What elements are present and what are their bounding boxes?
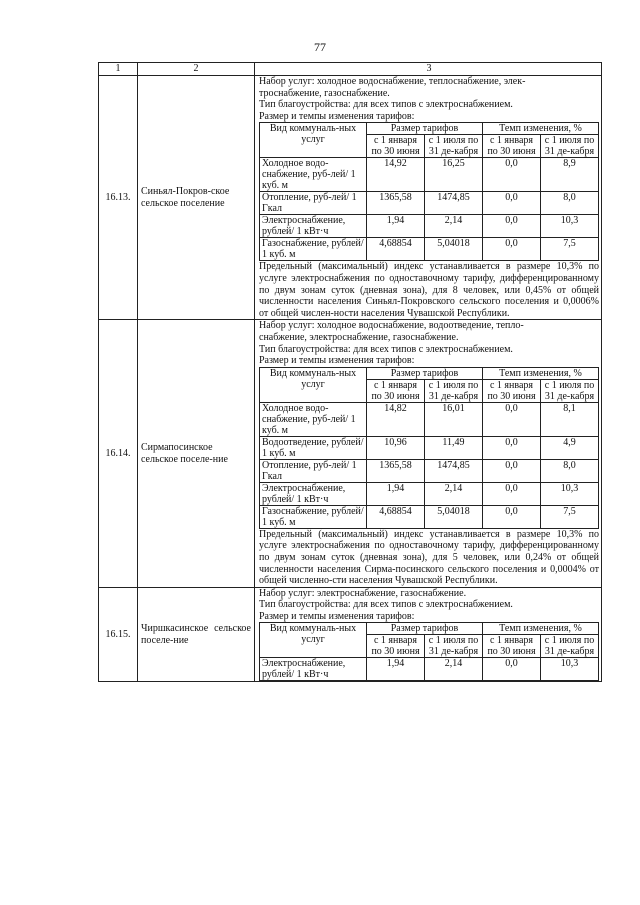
service-name: Электроснабжение, рублей/ 1 кВт·ч: [260, 215, 367, 238]
service-name: Электроснабжение, рублей/ 1 кВт·ч: [260, 482, 367, 505]
service-kind-header: Вид коммуналь-ных услуг: [260, 123, 367, 158]
tariff-h2: 1474,85: [425, 192, 483, 215]
rate-h1: 0,0: [483, 505, 541, 528]
section-content: [255, 76, 602, 320]
page-number: 77: [314, 40, 326, 54]
settlement-name: Чиршкасинское сельское поселе-ние: [138, 587, 255, 682]
period-header: с 1 января по 30 июня: [483, 379, 541, 402]
header-col-3: 3: [255, 63, 602, 76]
service-name: Водоотведение, рублей/ 1 куб. м: [260, 436, 367, 459]
tariff-row: [260, 158, 599, 192]
max-index-note: Предельный (максимальный) индекс устанавливается в размере 10,3% по услуге электроснабжения по одноставочному тарифу, дифференцированному по двум зонам суток (дневная зона), для 8 человек, или 0,45% от общей численности населения Синьял-Покровского сельского поселения и 0,0006% от общей числен-ности населения Чувашской Республики.: [259, 261, 599, 319]
services-line: Набор услуг: холодное водоснабжение, водоотведение, тепло-: [259, 320, 524, 332]
section-number: 16.13.: [99, 76, 138, 320]
period-header: с 1 июля по 31 де-кабря: [541, 635, 599, 658]
header-col-1: 1: [99, 63, 138, 76]
tariff-size-header: Размер тарифов: [367, 367, 483, 379]
rate-h1: 0,0: [483, 402, 541, 436]
tariff-row: [260, 505, 599, 528]
tariff-h1: 1365,58: [367, 192, 425, 215]
tariff-row: [260, 436, 599, 459]
period-header: с 1 июля по 31 де-кабря: [541, 135, 599, 158]
tariff-h1: 14,82: [367, 402, 425, 436]
tariff-h1: 1,94: [367, 658, 425, 681]
header-col-2: 2: [138, 63, 255, 76]
tariff-h2: 1474,85: [425, 459, 483, 482]
period-header: с 1 января по 30 июня: [367, 379, 425, 402]
service-name: Отопление, руб-лей/ 1 Гкал: [260, 192, 367, 215]
tariff-row: [260, 402, 599, 436]
section-row: [99, 320, 602, 587]
tariff-row: [260, 482, 599, 505]
period-header: с 1 января по 30 июня: [483, 135, 541, 158]
section-content: [255, 587, 602, 682]
rate-h2: 8,0: [541, 192, 599, 215]
tariff-h2: 16,01: [425, 402, 483, 436]
rate-h2: 8,9: [541, 158, 599, 192]
rate-h1: 0,0: [483, 658, 541, 681]
rate-h2: 4,9: [541, 436, 599, 459]
section-number: 16.14.: [99, 320, 138, 587]
rate-h2: 10,3: [541, 482, 599, 505]
service-name: Холодное водо-снабжение, руб-лей/ 1 куб. м: [260, 402, 367, 436]
tariff-h1: 14,92: [367, 158, 425, 192]
service-name: Газоснабжение, рублей/ 1 куб. м: [260, 505, 367, 528]
tariff-row: [260, 658, 599, 681]
tariff-h2: 5,04018: [425, 238, 483, 261]
inner-header-row: [260, 367, 599, 379]
tariff-title: Размер и темпы изменения тарифов:: [259, 610, 415, 622]
change-rate-header: Темп изменения, %: [483, 123, 599, 135]
improvement-type: Тип благоустройства: для всех типов с электроснабжением.: [259, 99, 513, 111]
service-kind-header: Вид коммуналь-ных услуг: [260, 367, 367, 402]
rate-h2: 8,1: [541, 402, 599, 436]
tariff-inner-table: [259, 622, 599, 681]
period-header: с 1 июля по 31 де-кабря: [425, 135, 483, 158]
rate-h1: 0,0: [483, 215, 541, 238]
rate-h2: 10,3: [541, 215, 599, 238]
tariff-h1: 10,96: [367, 436, 425, 459]
tariff-title: Размер и темпы изменения тарифов:: [259, 355, 415, 367]
change-rate-header: Темп изменения, %: [483, 367, 599, 379]
period-header: с 1 января по 30 июня: [483, 635, 541, 658]
tariff-h2: 16,25: [425, 158, 483, 192]
tariff-row: [260, 238, 599, 261]
services-line-cont: троснабжение, газоснабжение.: [259, 87, 390, 99]
tariff-h2: 5,04018: [425, 505, 483, 528]
settlement-name: Синьял-Покров-ское сельское поселение: [138, 76, 255, 320]
tariff-h1: 1,94: [367, 215, 425, 238]
tariff-row: [260, 192, 599, 215]
service-name: Газоснабжение, рублей/ 1 куб. м: [260, 238, 367, 261]
tariff-table: [98, 62, 602, 682]
max-index-note: Предельный (максимальный) индекс устанавливается в размере 10,3% по услуге электроснабжения по одноставочному тарифу, дифференцированному по двум зонам суток (дневная зона), для 5 человек, или 0,24% от общей численности населения Сирма-посинского сельского поселения и 0,0004% от общей численно-сти населения Чувашской Республики.: [259, 528, 599, 587]
rate-h1: 0,0: [483, 459, 541, 482]
inner-header-row: [260, 123, 599, 135]
sections-body: [99, 76, 602, 682]
tariff-h2: 11,49: [425, 436, 483, 459]
tariff-h2: 2,14: [425, 215, 483, 238]
improvement-type: Тип благоустройства: для всех типов с электроснабжением.: [259, 343, 513, 355]
rate-h2: 8,0: [541, 459, 599, 482]
period-header: с 1 января по 30 июня: [367, 635, 425, 658]
service-name: Холодное водо-снабжение, руб-лей/ 1 куб. м: [260, 158, 367, 192]
tariff-inner-table: [259, 367, 599, 529]
section-row: [99, 587, 602, 682]
service-name: Отопление, руб-лей/ 1 Гкал: [260, 459, 367, 482]
services-line: Набор услуг: электроснабжение, газоснабжение.: [259, 587, 467, 599]
rate-h2: 7,5: [541, 238, 599, 261]
tariff-h2: 2,14: [425, 658, 483, 681]
service-kind-header: Вид коммуналь-ных услуг: [260, 623, 367, 658]
rate-h1: 0,0: [483, 482, 541, 505]
services-line-cont: снабжение, электроснабжение, газоснабжение.: [259, 331, 459, 343]
section-content: [255, 320, 602, 587]
rate-h2: 10,3: [541, 658, 599, 681]
change-rate-header: Темп изменения, %: [483, 623, 599, 635]
rate-h1: 0,0: [483, 436, 541, 459]
rate-h2: 7,5: [541, 505, 599, 528]
tariff-h2: 2,14: [425, 482, 483, 505]
rate-h1: 0,0: [483, 238, 541, 261]
tariff-h1: 1,94: [367, 482, 425, 505]
tariff-h1: 4,68854: [367, 505, 425, 528]
settlement-name: Сирмапосинское сельское поселе-ние: [138, 320, 255, 587]
rate-h1: 0,0: [483, 192, 541, 215]
service-name: Электроснабжение, рублей/ 1 кВт·ч: [260, 658, 367, 681]
period-header: с 1 июля по 31 де-кабря: [425, 635, 483, 658]
table-header-row: [99, 63, 602, 76]
tariff-size-header: Размер тарифов: [367, 623, 483, 635]
tariff-h1: 1365,58: [367, 459, 425, 482]
tariff-inner-table: [259, 122, 599, 261]
period-header: с 1 января по 30 июня: [367, 135, 425, 158]
period-header: с 1 июля по 31 де-кабря: [541, 379, 599, 402]
section-number: 16.15.: [99, 587, 138, 682]
tariff-title: Размер и темпы изменения тарифов:: [259, 110, 415, 122]
services-line: Набор услуг: холодное водоснабжение, теплоснабжение, элек-: [259, 76, 526, 87]
tariff-size-header: Размер тарифов: [367, 123, 483, 135]
inner-header-row: [260, 623, 599, 635]
period-header: с 1 июля по 31 де-кабря: [425, 379, 483, 402]
improvement-type: Тип благоустройства: для всех типов с электроснабжением.: [259, 599, 513, 611]
rate-h1: 0,0: [483, 158, 541, 192]
tariff-h1: 4,68854: [367, 238, 425, 261]
tariff-row: [260, 215, 599, 238]
section-row: [99, 76, 602, 320]
tariff-row: [260, 459, 599, 482]
